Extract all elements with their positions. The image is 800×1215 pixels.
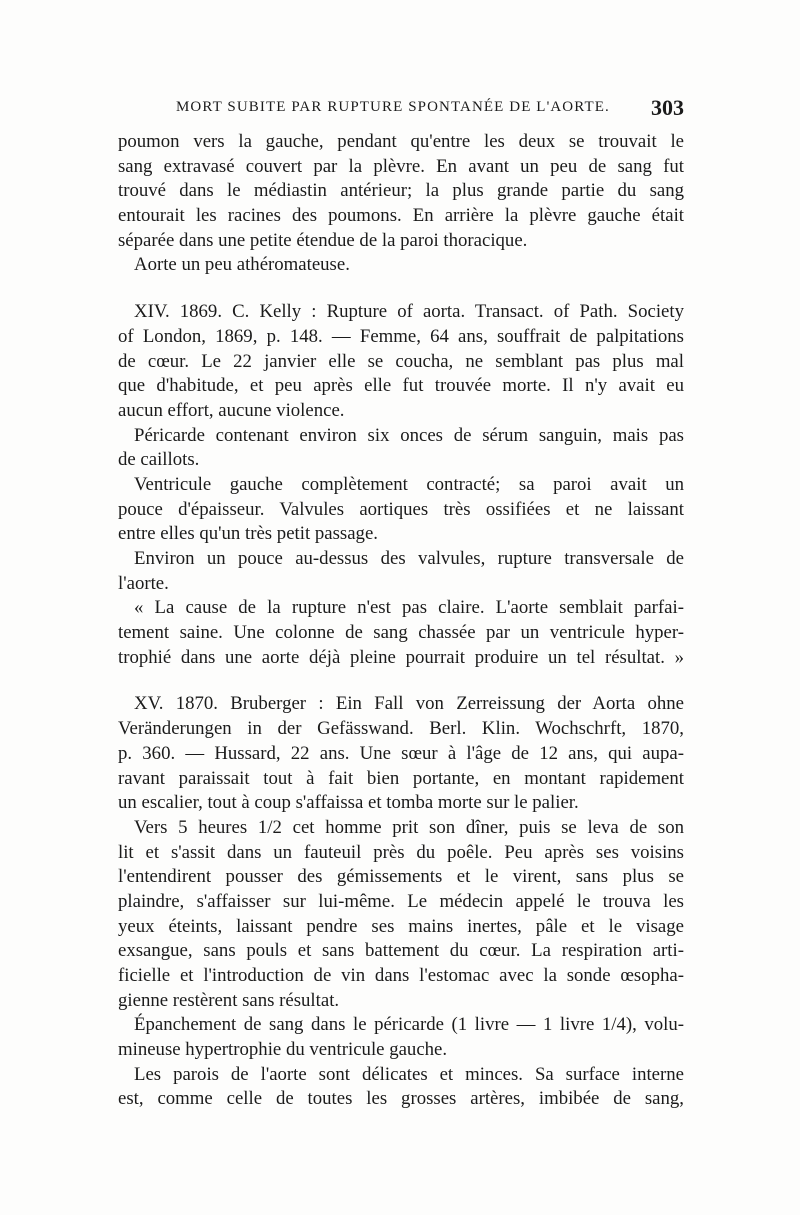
text-line: of London, 1869, p. 148. — Femme, 64 ans, souffrait de palpitations (118, 325, 684, 347)
text-line: Ventricule gauche complètement contracté; sa paroi avait un (134, 473, 684, 495)
text-line: lit et s'assit dans un fauteuil près du poêle. Peu après ses voisins (118, 841, 684, 863)
text-line: entourait les racines des poumons. En arrière la plèvre gauche était (118, 205, 684, 227)
text-line: Épanchement de sang dans le péricarde (1 livre — 1 livre 1/4), volu- (134, 1014, 684, 1036)
text-line: exsangue, sans pouls et sans battement du cœur. La respiration arti- (118, 940, 684, 962)
text-line: aucun effort, aucune violence. (118, 399, 345, 421)
text-line: l'entendirent pousser des gémissements et le virent, sans plus se (118, 866, 684, 888)
text-line: que d'habitude, et peu après elle fut trouvée morte. Il n'y avait eu (118, 375, 684, 397)
text-line: l'aorte. (118, 572, 169, 594)
text-line: « La cause de la rupture n'est pas claire. L'aorte semblait parfai- (134, 597, 684, 619)
text-line: p. 360. — Hussard, 22 ans. Une sœur à l'âge de 12 ans, qui aupa- (118, 742, 684, 764)
text-line: Aorte un peu athéromateuse. (134, 254, 350, 276)
running-title: MORT SUBITE PAR RUPTURE SPONTANÉE DE L'AORTE. (176, 99, 610, 115)
text-line: Vers 5 heures 1/2 cet homme prit son dîner, puis se leva de son (134, 816, 684, 838)
text-line: est, comme celle de toutes les grosses artères, imbibée de sang, (118, 1088, 684, 1110)
text-line: ravant paraissait tout à fait bien portante, en montant rapidement (118, 767, 684, 789)
text-line: gienne restèrent sans résultat. (118, 989, 340, 1011)
body-text (118, 130, 684, 1112)
text-line: plaindre, s'affaisser sur lui-même. Le médecin appelé le trouva les (118, 890, 684, 912)
text-line: un escalier, tout à coup s'affaissa et tomba morte sur le palier. (118, 792, 579, 814)
text-line: Veränderungen in der Gefässwand. Berl. Klin. Wochschrft, 1870, (118, 718, 684, 740)
text-line: Environ un pouce au-dessus des valvules, rupture transversale de (134, 548, 684, 569)
text-line: mineuse hypertrophie du ventricule gauche. (118, 1039, 448, 1061)
running-header (118, 95, 684, 121)
text-line: trouvé dans le médiastin antérieur; la plus grande partie du sang (118, 180, 684, 202)
text-line: Les parois de l'aorte sont délicates et minces. Sa surface interne (134, 1063, 684, 1085)
text-line: entre elles qu'un très petit passage. (118, 523, 378, 545)
text-line: ficielle et l'introduction de vin dans l'estomac avec la sonde œsopha- (118, 965, 684, 986)
text-line: trophié dans une aorte déjà pleine pourrait produire un tel résultat. » (118, 646, 684, 668)
text-line: yeux éteints, laissant pendre ses mains inertes, pâle et le visage (118, 915, 684, 937)
section-gap (118, 670, 684, 692)
text-line: pouce d'épaisseur. Valvules aortiques très ossifiées et ne laissant (118, 498, 684, 520)
page-number: 303 (651, 95, 684, 120)
text-line: de caillots. (118, 449, 200, 471)
text-line: Péricarde contenant environ six onces de sérum sanguin, mais pas (134, 424, 684, 446)
text-line: sang extravasé couvert par la plèvre. En avant un peu de sang fut (118, 155, 684, 177)
text-line: poumon vers la gauche, pendant qu'entre les deux se trouvait le (118, 131, 684, 152)
section-gap (118, 278, 684, 300)
case-heading-line: XIV. 1869. C. Kelly : Rupture of aorta. Transact. of Path. Society (134, 301, 684, 323)
text-line: de cœur. Le 22 janvier elle se coucha, ne semblant pas plus mal (118, 350, 684, 372)
text-line: séparée dans une petite étendue de la paroi thoracique. (118, 229, 528, 251)
text-line: tement saine. Une colonne de sang chassée par un ventricule hyper- (118, 622, 684, 644)
case-heading-line: XV. 1870. Bruberger : Ein Fall von Zerreissung der Aorta ohne (134, 693, 684, 715)
